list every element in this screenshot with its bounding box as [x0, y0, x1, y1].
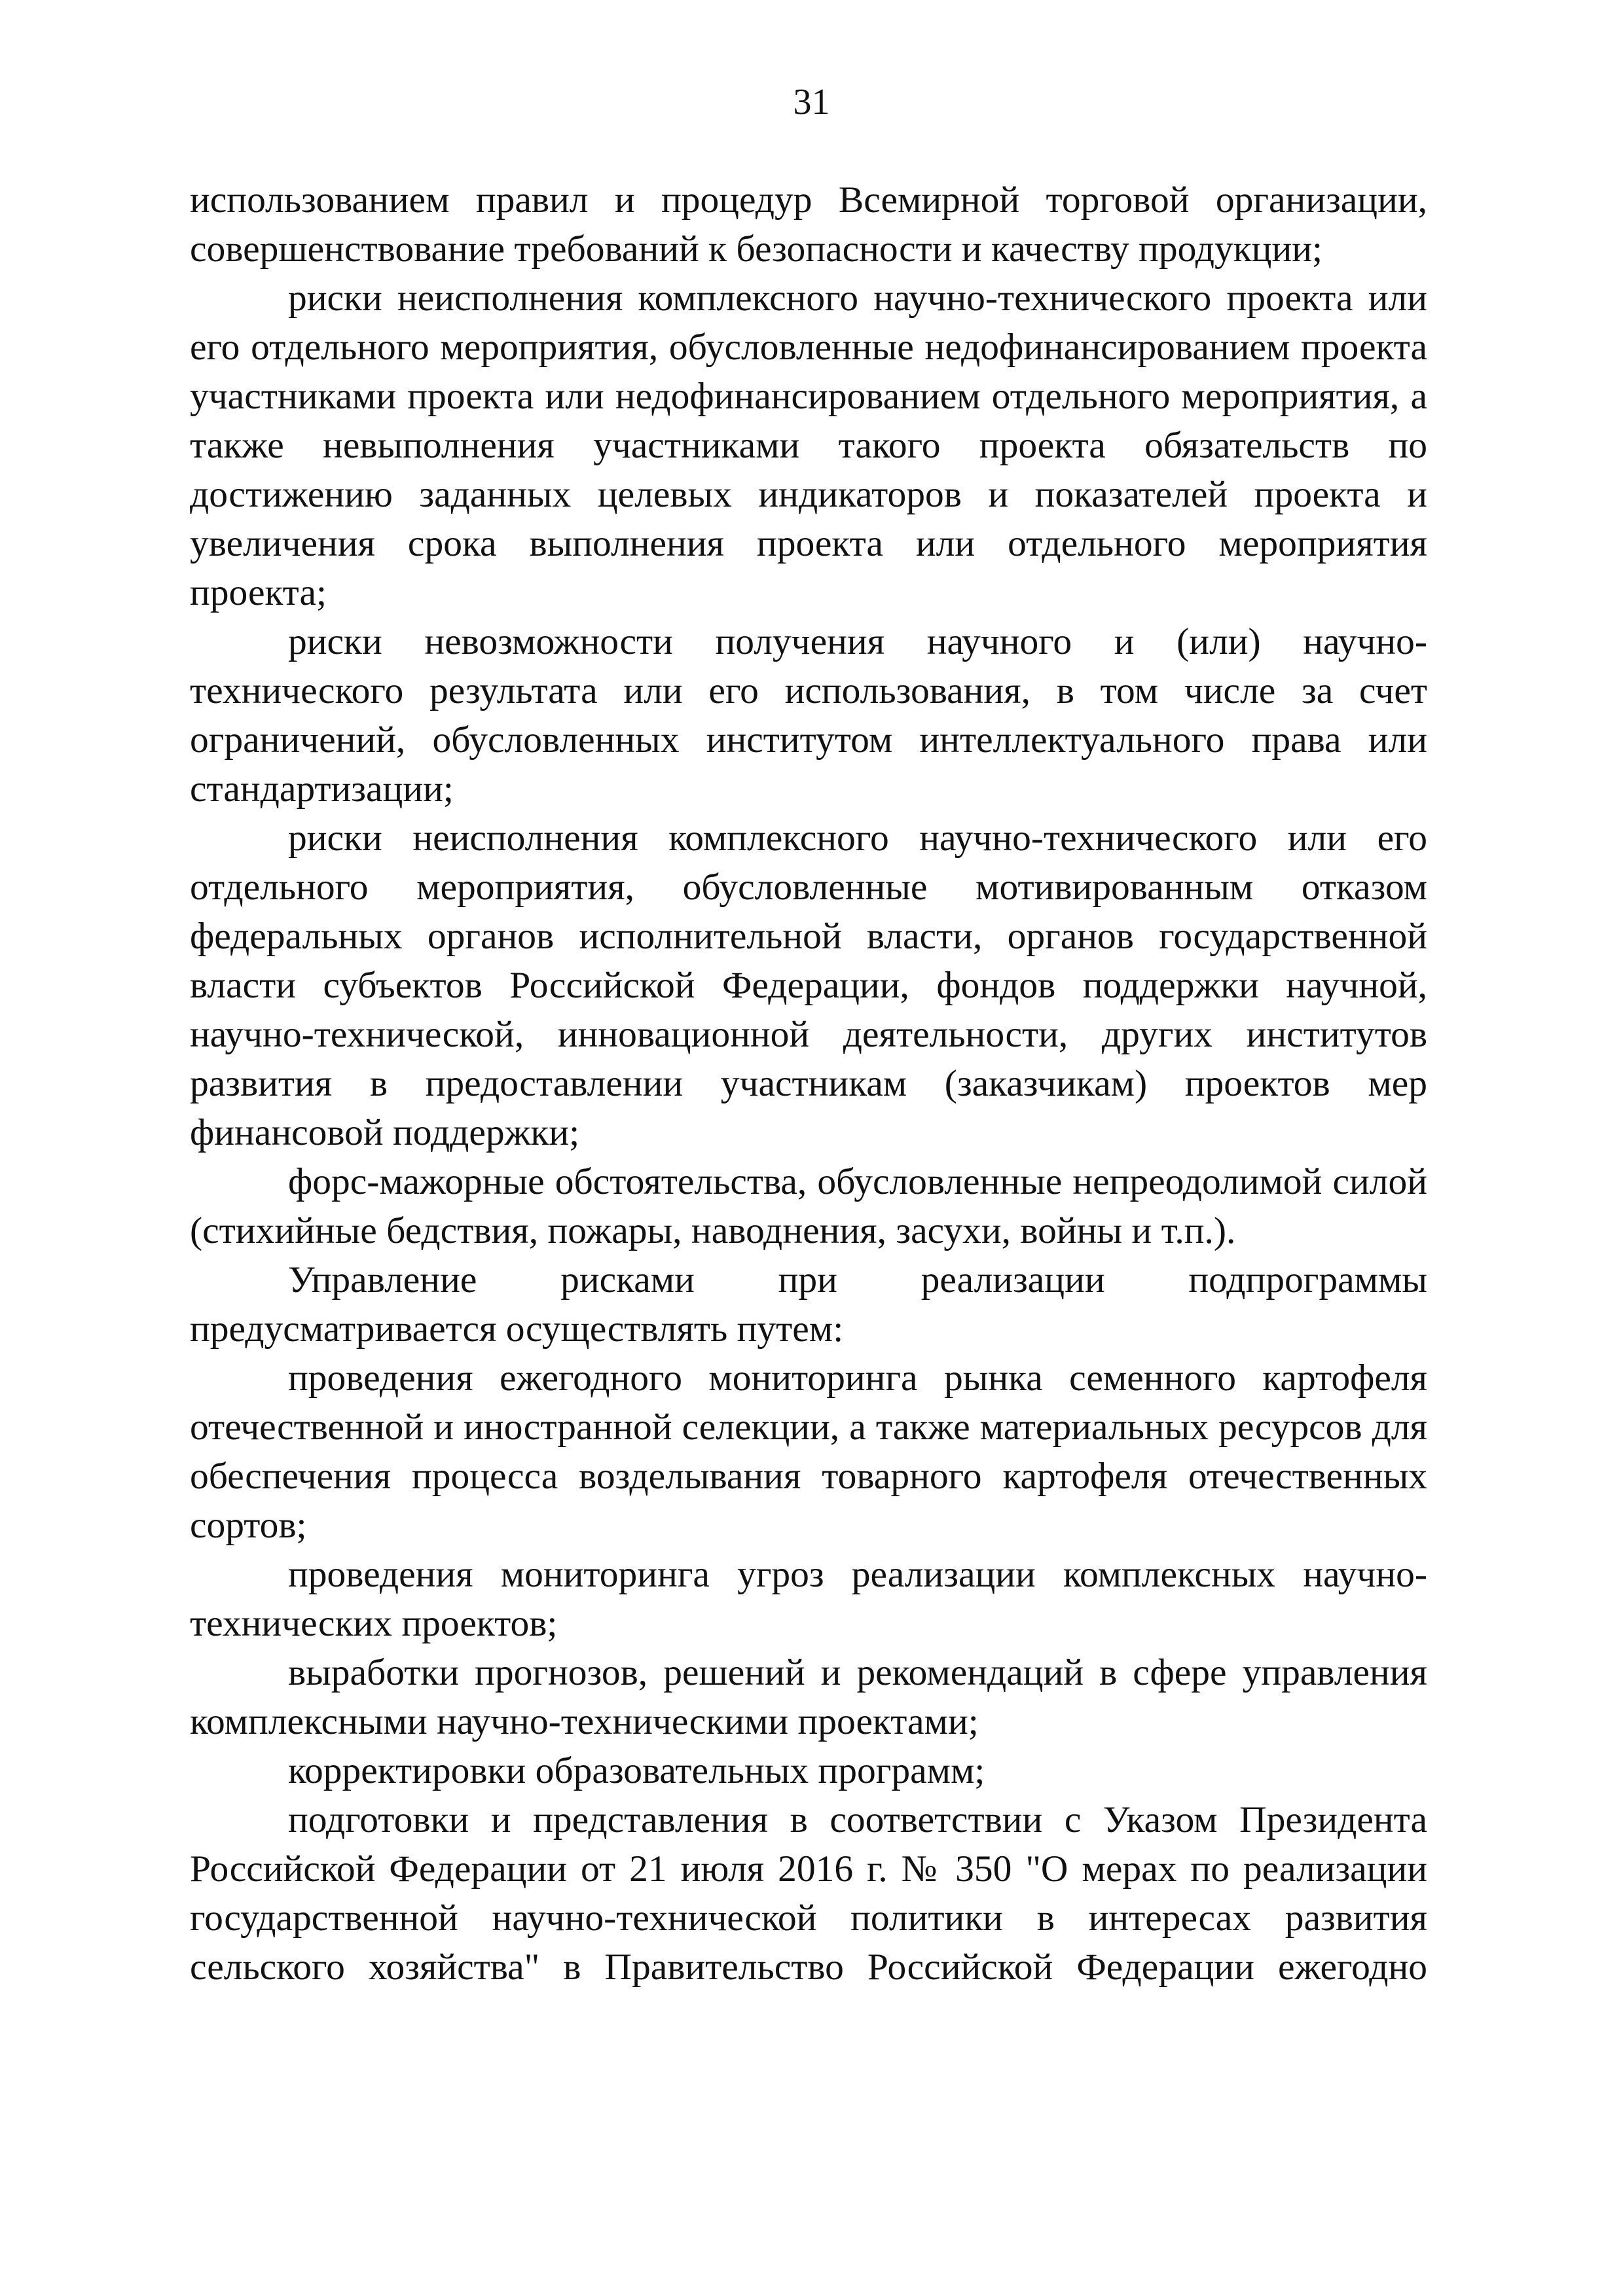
paragraph-threat-monitoring: проведения мониторинга угроз реализации комплексных научно-технических проектов; — [190, 1554, 1427, 1644]
paragraph-forecasts: выработки прогнозов, решений и рекомендаций в сфере управления комплексными научно-техническими проектами; — [190, 1652, 1427, 1742]
paragraph-force-majeure: форс-мажорные обстоятельства, обусловленные непреодолимой силой (стихийные бедствия, пожары, наводнения, засухи, войны и т.п.). — [190, 1161, 1427, 1251]
paragraph-risk-management: Управление рисками при реализации подпрограммы предусматривается осуществлять путем: — [190, 1259, 1427, 1350]
paragraph-wto-continuation: использованием правил и процедур Всемирной торговой организации, совершенствование требований к безопасности и качеству продукции; — [190, 179, 1427, 270]
paragraph-presidential-decree: подготовки и представления в соответствии с Указом Президента Российской Федерации от 21 июля 2016 г. № 350 "О мерах по реализации государственной научно-технической политики в интересах развития сельского хозяйства" в Правительство Российской Федерации ежегодно — [190, 1799, 1427, 1988]
page-number: 31 — [793, 82, 830, 122]
paragraph-risk-underfunding: риски неисполнения комплексного научно-технического проекта или его отдельного мероприятия, обусловленные недофинансированием проекта участниками проекта или недофинансированием отдельного мероприятия, а также невыполнения участниками такого проекта обязательств по достижению заданных целевых индикаторов и показателей проекта и увеличения срока выполнения проекта или отдельного мероприятия проекта; — [190, 278, 1427, 613]
paragraph-market-monitoring: проведения ежегодного мониторинга рынка семенного картофеля отечественной и иностранной селекции, а также материальных ресурсов для обеспечения процесса возделывания товарного картофеля отечественных сортов; — [190, 1357, 1427, 1546]
paragraph-risk-no-result: риски невозможности получения научного и (или) научно-технического результата или его использования, в том числе за счет ограничений, обусловленных институтом интеллектуального права или стандартизации; — [190, 621, 1427, 810]
document-body — [190, 175, 1427, 1992]
paragraph-risk-refusal: риски неисполнения комплексного научно-технического или его отдельного мероприятия, обусловленные мотивированным отказом федеральных органов исполнительной власти, органов государственной власти субъектов Российской Федерации, фондов поддержки научной, научно-технической, инновационной деятельности, других институтов развития в предоставлении участникам (заказчикам) проектов мер финансовой поддержки; — [190, 817, 1427, 1153]
paragraph-education-programs: корректировки образовательных программ; — [288, 1750, 985, 1791]
